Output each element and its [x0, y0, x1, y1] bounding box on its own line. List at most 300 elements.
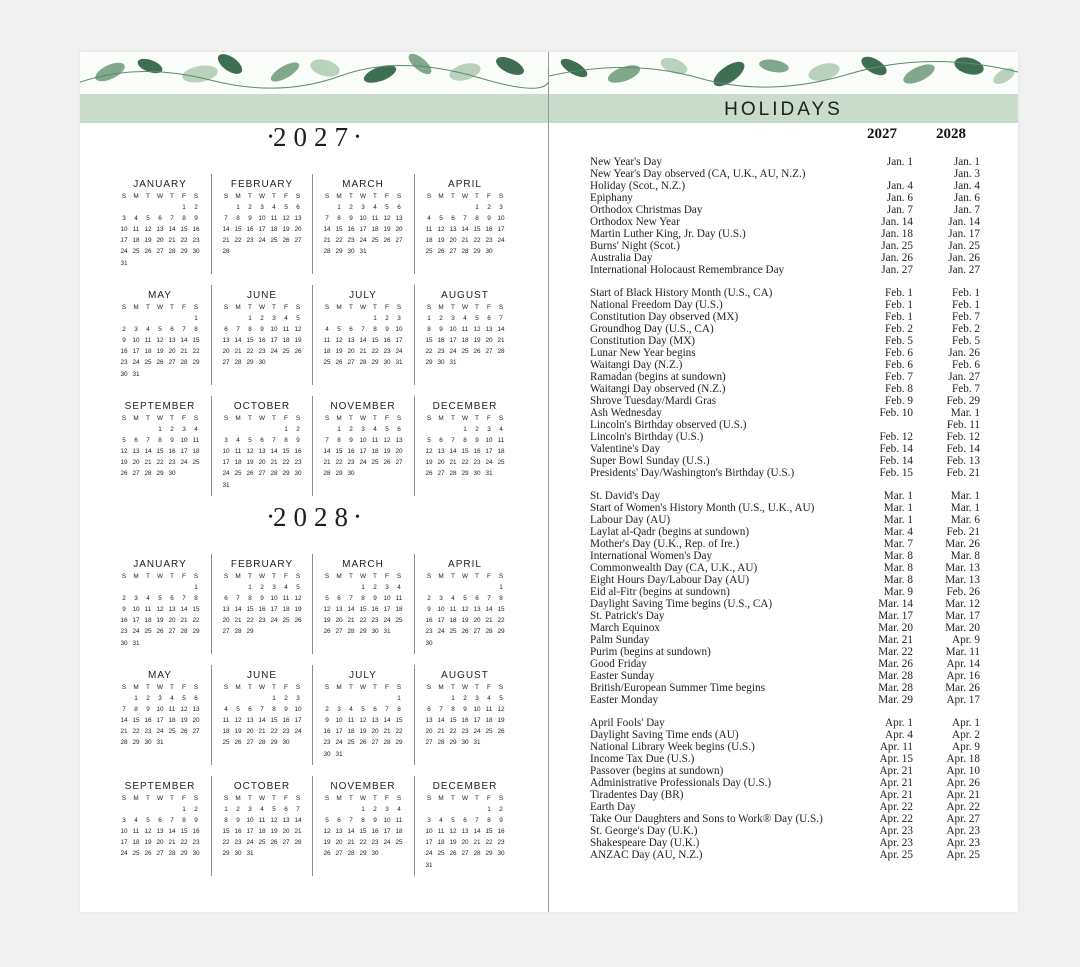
day-cell: 11 [449, 606, 457, 614]
day-cell: 23 [294, 459, 302, 467]
holiday-row [590, 849, 980, 861]
holiday-date-2028: Apr. 16 [946, 670, 980, 682]
holiday-date-2027: Apr. 22 [879, 801, 913, 813]
day-cell: 24 [359, 237, 367, 245]
day-cell [154, 582, 166, 593]
holiday-date-2027: Feb. 6 [885, 347, 913, 359]
holiday-row [590, 240, 980, 252]
day-cell: 2 [248, 204, 252, 212]
holiday-name: Shrove Tuesday/Mardi Gras [590, 395, 717, 407]
day-cell [357, 693, 369, 704]
month-day-grid [220, 302, 304, 369]
weekday-header: S [498, 415, 504, 422]
planner-spread [80, 52, 1018, 912]
holiday-name: St. George's Day (U.K.) [590, 825, 698, 837]
day-cell [178, 582, 190, 593]
day-cell: 9 [236, 817, 240, 825]
day-cell: 8 [272, 706, 276, 714]
day-cell: 13 [294, 215, 302, 223]
holiday-name: International Women's Day [590, 550, 713, 562]
day-cell: 14 [120, 717, 128, 725]
day-cell: 14 [497, 326, 505, 334]
day-cell: 15 [246, 337, 254, 345]
day-cell: 22 [473, 237, 481, 245]
day-cell: 29 [473, 248, 481, 256]
day-cell: 1 [248, 315, 252, 323]
day-cell: 10 [222, 448, 230, 456]
month-name: FEBRUARY [230, 559, 294, 570]
day-cell: 11 [282, 326, 290, 334]
day-cell: 18 [192, 448, 200, 456]
day-cell [381, 468, 393, 479]
day-cell [447, 860, 459, 871]
day-cell: 14 [168, 226, 176, 234]
day-cell: 7 [361, 326, 365, 334]
month-january [110, 558, 210, 649]
day-cell: 15 [282, 448, 290, 456]
month-september [110, 400, 210, 480]
weekday-header: S [223, 684, 229, 691]
day-cell: 6 [337, 595, 341, 603]
holiday-name: Valentine's Day [590, 443, 661, 455]
day-cell: 6 [296, 204, 300, 212]
weekday-header: T [272, 304, 276, 311]
day-cell: 4 [134, 817, 138, 825]
day-cell: 27 [347, 359, 355, 367]
weekday-header: F [284, 415, 288, 422]
day-cell: 12 [425, 448, 433, 456]
day-cell: 7 [122, 706, 126, 714]
year-grid-0 [110, 178, 520, 511]
holiday-name: New Year's Day observed (CA, U.K., AU, N.Z.) [590, 168, 806, 180]
day-cell: 25 [395, 617, 403, 625]
holiday-date-2027: Feb. 6 [885, 359, 913, 371]
day-cell: 9 [170, 437, 174, 445]
weekday-header: T [146, 304, 150, 311]
day-cell: 8 [182, 817, 186, 825]
day-cell: 23 [425, 628, 433, 636]
day-cell [178, 737, 190, 748]
weekday-header: S [121, 795, 127, 802]
day-cell: 6 [439, 437, 443, 445]
day-cell: 25 [270, 237, 278, 245]
day-cell: 2 [122, 595, 126, 603]
column-header-2027: 2027 [867, 126, 897, 142]
day-cell: 13 [425, 717, 433, 725]
day-cell: 17 [449, 337, 457, 345]
day-cell: 2 [385, 315, 389, 323]
day-cell: 14 [449, 448, 457, 456]
holiday-row [590, 610, 980, 622]
day-cell: 25 [347, 739, 355, 747]
day-cell [280, 626, 292, 637]
holiday-name: Martin Luther King, Jr. Day (U.S.) [590, 228, 746, 240]
day-cell: 17 [383, 606, 391, 614]
holiday-date-2027: Apr. 1 [885, 717, 913, 729]
day-cell: 25 [192, 459, 200, 467]
day-cell: 19 [270, 828, 278, 836]
holiday-row [590, 598, 980, 610]
day-cell [495, 737, 507, 748]
weekday-header: T [170, 573, 174, 580]
weekday-header: T [248, 193, 252, 200]
day-cell: 18 [395, 606, 403, 614]
day-cell: 6 [349, 326, 353, 334]
day-cell: 18 [144, 348, 152, 356]
day-cell: 16 [323, 728, 331, 736]
day-cell: 4 [499, 426, 503, 434]
month-august [415, 289, 515, 369]
day-cell [471, 582, 483, 593]
weekday-header: W [156, 193, 164, 200]
day-cell: 8 [337, 215, 341, 223]
weekday-header: S [295, 304, 301, 311]
weekday-header: M [235, 795, 241, 802]
holiday-date-2028: Jan. 7 [953, 204, 980, 216]
day-cell: 9 [349, 215, 353, 223]
day-cell: 6 [487, 315, 491, 323]
holiday-row [590, 562, 980, 574]
day-cell: 18 [282, 606, 290, 614]
weekday-header: M [133, 193, 139, 200]
day-cell: 3 [182, 426, 186, 434]
day-cell: 9 [385, 326, 389, 334]
holiday-name: Labour Day (AU) [590, 514, 671, 526]
day-cell [423, 693, 435, 704]
day-cell: 24 [497, 237, 505, 245]
day-cell: 13 [347, 337, 355, 345]
day-cell: 16 [192, 226, 200, 234]
day-cell: 27 [192, 728, 200, 736]
day-cell: 20 [222, 348, 230, 356]
day-cell: 24 [359, 459, 367, 467]
day-cell: 31 [120, 259, 128, 267]
day-cell: 6 [284, 806, 288, 814]
day-cell: 21 [347, 617, 355, 625]
day-cell [256, 626, 268, 637]
holiday-date-2027: Feb. 1 [885, 299, 913, 311]
day-cell [435, 804, 447, 815]
day-cell: 5 [272, 806, 276, 814]
day-cell [447, 424, 459, 435]
day-cell [471, 804, 483, 815]
weekday-header: S [121, 415, 127, 422]
holiday-row [590, 407, 980, 419]
weekday-header: M [438, 415, 444, 422]
day-cell: 5 [296, 584, 300, 592]
day-cell: 13 [282, 817, 290, 825]
holiday-date-2027: Mar. 17 [878, 610, 913, 622]
weekday-header: M [235, 573, 241, 580]
weekday-header: F [182, 415, 186, 422]
day-cell: 19 [246, 459, 254, 467]
holiday-date-2028: Apr. 14 [946, 658, 980, 670]
day-cell: 5 [158, 595, 162, 603]
day-cell: 12 [323, 828, 331, 836]
day-cell [154, 369, 166, 380]
day-cell: 16 [192, 828, 200, 836]
day-cell: 24 [270, 617, 278, 625]
day-cell: 11 [234, 448, 242, 456]
day-cell: 6 [260, 437, 264, 445]
day-cell: 28 [258, 739, 266, 747]
day-cell: 5 [463, 595, 467, 603]
day-cell: 20 [335, 617, 343, 625]
month-day-grid [321, 191, 405, 258]
day-cell: 17 [132, 617, 140, 625]
weekday-header: W [258, 684, 266, 691]
day-cell: 21 [168, 839, 176, 847]
day-cell [333, 313, 345, 324]
month-name: SEPTEMBER [124, 401, 196, 412]
day-cell: 31 [473, 739, 481, 747]
day-cell [244, 246, 256, 257]
day-cell [166, 804, 178, 815]
day-cell: 20 [449, 237, 457, 245]
weekday-header: M [133, 304, 139, 311]
month-day-grid [118, 793, 202, 860]
day-cell: 25 [371, 237, 379, 245]
day-cell [232, 246, 244, 257]
holiday-name: National Freedom Day (U.S.) [590, 299, 723, 311]
day-cell: 5 [284, 204, 288, 212]
weekday-header: S [121, 573, 127, 580]
day-cell: 7 [487, 595, 491, 603]
weekday-header: W [461, 684, 469, 691]
day-cell: 18 [144, 617, 152, 625]
weekday-header: S [295, 193, 301, 200]
day-cell: 21 [234, 348, 242, 356]
holiday-name: Australia Day [590, 252, 653, 264]
day-cell: 23 [371, 617, 379, 625]
holiday-name: Ramadan (begins at sundown) [590, 371, 726, 383]
day-cell [178, 258, 190, 269]
day-cell [321, 693, 333, 704]
day-cell: 28 [383, 739, 391, 747]
holiday-date-2028: Apr. 18 [946, 753, 980, 765]
month-day-grid [220, 413, 304, 491]
day-cell: 27 [294, 237, 302, 245]
month-name: AUGUST [441, 290, 489, 301]
day-cell [166, 258, 178, 269]
day-cell: 8 [248, 595, 252, 603]
day-cell: 2 [499, 806, 503, 814]
holiday-name: Mother's Day (U.K., Rep. of Ire.) [590, 538, 740, 550]
day-cell: 6 [463, 817, 467, 825]
day-cell: 18 [168, 717, 176, 725]
day-cell: 4 [146, 326, 150, 334]
day-cell: 13 [395, 215, 403, 223]
day-cell: 3 [337, 706, 341, 714]
holiday-row [590, 717, 980, 729]
holiday-name: Constitution Day (MX) [590, 335, 696, 347]
holidays-page [549, 52, 1018, 912]
day-cell: 5 [337, 326, 341, 334]
day-cell [459, 638, 471, 649]
weekday-header: S [295, 684, 301, 691]
day-cell: 18 [395, 828, 403, 836]
day-cell: 30 [437, 359, 445, 367]
day-cell: 12 [234, 717, 242, 725]
day-cell: 16 [144, 717, 152, 725]
weekday-header: W [359, 304, 367, 311]
day-cell: 12 [120, 448, 128, 456]
day-cell: 14 [270, 448, 278, 456]
day-cell: 26 [180, 728, 188, 736]
day-cell [130, 258, 142, 269]
month-name: DECEMBER [432, 401, 498, 412]
eucalyptus-leaves-image [549, 52, 1018, 94]
day-cell: 21 [222, 237, 230, 245]
day-cell: 17 [294, 717, 302, 725]
day-cell: 14 [485, 606, 493, 614]
weekday-header: T [349, 193, 353, 200]
day-cell: 9 [122, 337, 126, 345]
day-cell: 15 [222, 828, 230, 836]
day-cell [118, 693, 130, 704]
weekday-header: W [156, 795, 164, 802]
day-cell: 12 [323, 606, 331, 614]
day-cell: 26 [323, 628, 331, 636]
day-cell: 21 [383, 728, 391, 736]
day-cell: 13 [449, 226, 457, 234]
day-cell: 14 [323, 226, 331, 234]
weekday-header: S [193, 304, 199, 311]
holiday-date-2028: Mar. 8 [950, 550, 980, 562]
day-cell: 25 [425, 248, 433, 256]
day-cell [268, 357, 280, 368]
day-cell [435, 424, 447, 435]
day-cell: 16 [485, 226, 493, 234]
holiday-date-2027: Mar. 8 [883, 574, 913, 586]
day-cell: 26 [120, 470, 128, 478]
day-cell: 26 [246, 470, 254, 478]
day-cell: 21 [180, 348, 188, 356]
holiday-name: March Equinox [590, 622, 660, 634]
weekday-header: T [475, 795, 479, 802]
day-cell [369, 749, 381, 760]
day-cell: 1 [182, 806, 186, 814]
day-cell: 19 [497, 717, 505, 725]
day-cell [256, 848, 268, 859]
day-cell: 14 [180, 606, 188, 614]
header-band-left [80, 94, 548, 123]
holiday-date-2027: Apr. 15 [879, 753, 913, 765]
day-cell: 11 [437, 828, 445, 836]
holiday-name: Purim (begins at sundown) [590, 646, 711, 658]
day-cell: 15 [335, 448, 343, 456]
day-cell: 19 [323, 617, 331, 625]
weekday-header: T [451, 684, 455, 691]
day-cell: 3 [385, 584, 389, 592]
day-cell: 30 [473, 470, 481, 478]
holiday-date-2028: Mar. 13 [945, 574, 980, 586]
day-cell: 15 [270, 717, 278, 725]
day-cell: 26 [473, 348, 481, 356]
holiday-date-2027: Mar. 21 [878, 634, 913, 646]
weekday-header: W [359, 415, 367, 422]
day-cell [321, 313, 333, 324]
day-cell: 20 [294, 226, 302, 234]
day-cell: 27 [395, 237, 403, 245]
holiday-date-2027: Feb. 15 [879, 467, 913, 479]
weekday-header: M [235, 193, 241, 200]
day-cell: 16 [120, 348, 128, 356]
weekday-header: S [324, 304, 330, 311]
day-cell: 29 [282, 470, 290, 478]
holiday-row [590, 204, 980, 216]
day-cell: 28 [473, 850, 481, 858]
holiday-name: Shakespeare Day (U.K.) [590, 837, 700, 849]
holiday-date-2028: Jan. 6 [953, 192, 980, 204]
day-cell: 10 [359, 437, 367, 445]
day-cell: 5 [475, 315, 479, 323]
holiday-row [590, 586, 980, 598]
day-cell: 23 [246, 237, 254, 245]
day-cell: 3 [224, 437, 228, 445]
holiday-date-2027: Apr. 23 [879, 825, 913, 837]
day-cell: 30 [323, 750, 331, 758]
day-cell: 11 [144, 337, 152, 345]
day-cell: 1 [451, 695, 455, 703]
day-cell: 1 [182, 204, 186, 212]
day-cell: 19 [449, 839, 457, 847]
holiday-row [590, 252, 980, 264]
holiday-date-2027: Feb. 2 [885, 323, 913, 335]
weekday-header: T [349, 415, 353, 422]
month-april [415, 178, 515, 258]
day-cell: 18 [425, 237, 433, 245]
day-cell [381, 749, 393, 760]
day-cell [280, 246, 292, 257]
day-cell [345, 582, 357, 593]
weekday-header: M [336, 684, 342, 691]
holiday-date-2027: Feb. 9 [885, 395, 913, 407]
holiday-date-2027: Jan. 26 [881, 252, 913, 264]
day-cell: 26 [144, 850, 152, 858]
day-cell: 3 [296, 695, 300, 703]
holiday-date-2028: Mar. 11 [945, 646, 980, 658]
weekday-header: S [396, 573, 402, 580]
day-cell: 8 [463, 437, 467, 445]
day-cell: 15 [132, 717, 140, 725]
day-cell: 2 [325, 706, 329, 714]
day-cell: 22 [180, 839, 188, 847]
day-cell: 26 [437, 248, 445, 256]
weekday-header: S [324, 795, 330, 802]
holiday-date-2028: Mar. 26 [945, 682, 980, 694]
day-cell [154, 638, 166, 649]
month-day-grid [220, 793, 304, 860]
holiday-name: ANZAC Day (AU, N.Z.) [590, 849, 703, 861]
day-cell [178, 468, 190, 479]
day-cell: 7 [170, 817, 174, 825]
day-cell: 21 [270, 459, 278, 467]
weekday-header: F [487, 415, 491, 422]
day-cell: 21 [449, 459, 457, 467]
day-cell: 21 [497, 337, 505, 345]
day-cell: 19 [180, 717, 188, 725]
holiday-row [590, 180, 980, 192]
holiday-row [590, 753, 980, 765]
day-cell: 19 [323, 839, 331, 847]
day-cell: 26 [449, 850, 457, 858]
weekday-header: S [426, 573, 432, 580]
day-cell: 20 [258, 459, 266, 467]
day-cell: 5 [236, 706, 240, 714]
holiday-row [590, 299, 980, 311]
weekday-header: S [324, 684, 330, 691]
